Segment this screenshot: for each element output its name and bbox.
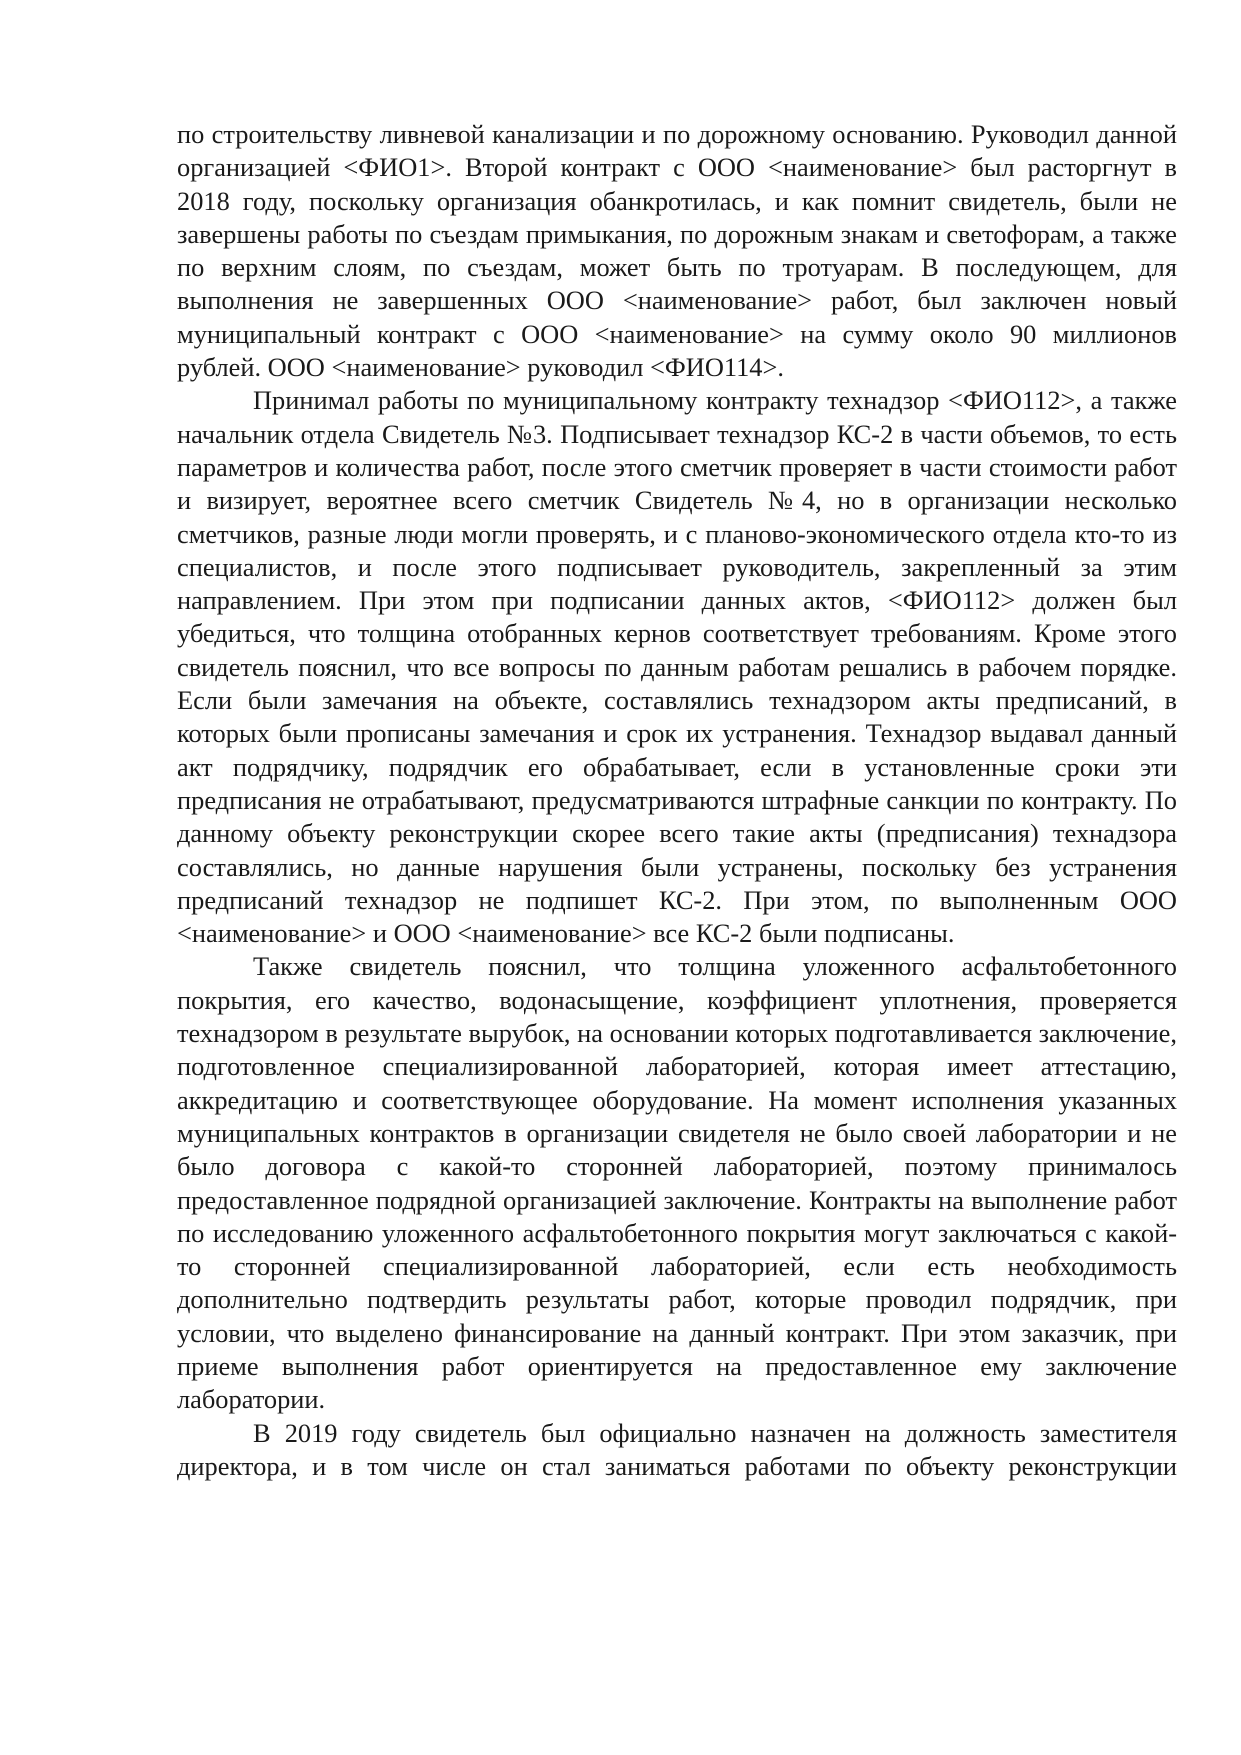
paragraph-continuation: по строительству ливневой канализации и по дорожному основанию. Руководил данной организацией <ФИО1>. Второй контракт с ООО <наименование> был расторгнут в 2018 году, поскольку организация обанкротилась, и как помнит свидетель, были не завершены работы по съездам примыкания, по дорожным знакам и светофорам, а также по верхним слоям, по съездам, может быть по тротуарам. В последующем, для выполнения не завершенных ООО <наименование> работ, был заключен новый муниципальный контракт с ООО <наименование> на сумму около 90 миллионов рублей. ООО <наименование> руководил <ФИО114>. (177, 119, 1177, 383)
paragraph-acceptance: Принимал работы по муниципальному контракту технадзор <ФИО112>, а также начальник отдела Свидетель №3. Подписывает технадзор КС-2 в части объемов, то есть параметров и количества работ, после этого сметчик проверяет в части стоимости работ и визирует, вероятнее всего сметчик Свидетель №4, но в организации несколько сметчиков, разные люди могли проверять, и с планово-экономического отдела кто-то из специалистов, и после этого подписывает руководитель, закрепленный за этим направлением. При этом при подписании данных актов, <ФИО112> должен был убедиться, что толщина отобранных кернов соответствует требованиям. Кроме этого свидетель пояснил, что все вопросы по данным работам решались в рабочем порядке. Если были замечания на объекте, составлялись технадзором акты предписаний, в которых были прописаны замечания и срок их устранения. Технадзор выдавал данный акт подрядчику, подрядчик его обрабатывает, если в установленные сроки эти предписания не отрабатывают, предусматриваются штрафные санкции по контракту. По данному объекту реконструкции скорее всего такие акты (предписания) технадзора составлялись, но данные нарушения были устранены, поскольку без устранения предписаний технадзор не подпишет КС-2. При этом, по выполненным ООО <наименование> и ООО <наименование> все КС-2 были подписаны. (177, 385, 1177, 949)
paragraph-laboratory: Также свидетель пояснил, что толщина уложенного асфальтобетонного покрытия, его качество, водонасыщение, коэффициент уплотнения, проверяется технадзором в результате вырубок, на основании которых подготавливается заключение, подготовленное специализированной лабораторией, которая имеет аттестацию, аккредитацию и соответствующее оборудование. На момент исполнения указанных муниципальных контрактов в организации свидетеля не было своей лаборатории и не было договора с какой-то сторонней лабораторией, поэтому принималось предоставленное подрядной организацией заключение. Контракты на выполнение работ по исследованию уложенного асфальтобетонного покрытия могут заключаться с какой-то сторонней специализированной лабораторией, если есть необходимость дополнительно подтвердить результаты работ, которые проводил подрядчик, при условии, что выделено финансирование на данный контракт. При этом заказчик, при приеме выполнения работ ориентируется на предоставленное ему заключение лаборатории. (177, 951, 1177, 1415)
paragraph-2019: В 2019 году свидетель был официально назначен на должность заместителя директора, и в том числе он стал заниматься работами по объекту реконструкции (177, 1417, 1177, 1481)
document-page (177, 118, 1177, 1483)
